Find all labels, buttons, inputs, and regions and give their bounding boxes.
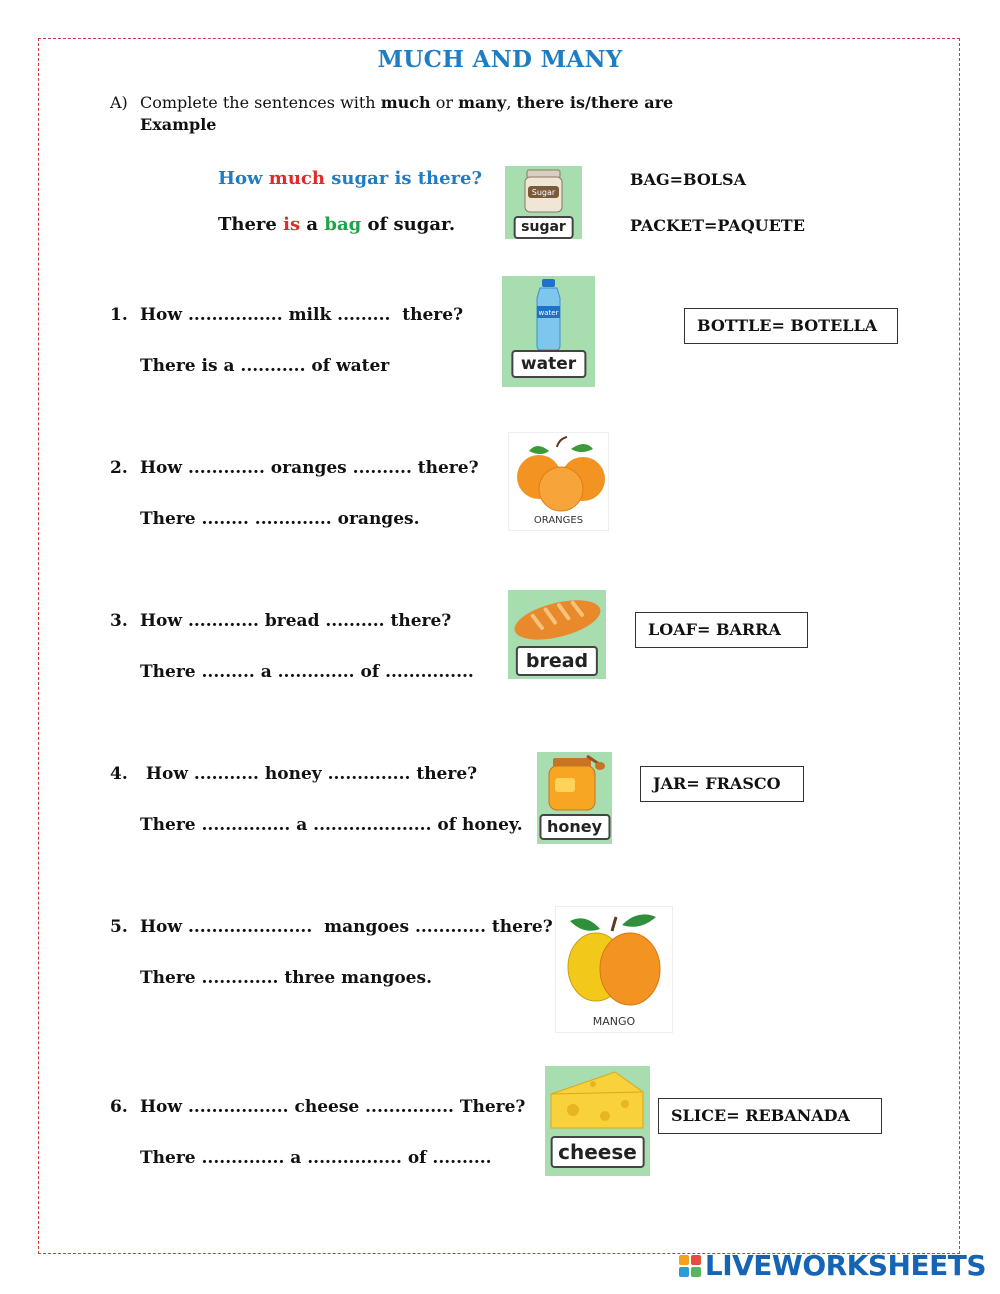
oranges-icon — [509, 433, 609, 513]
section-marker: A) — [110, 93, 128, 112]
logo-blocks-icon — [679, 1255, 701, 1277]
exercise-3-question: 3. How ............ bread .......... there? — [110, 611, 452, 631]
exercise-3-answer: There ......... a ............. of ............... — [140, 662, 474, 682]
oranges-image: ORANGES — [508, 432, 609, 531]
exercise-5-question: 5. How ..................... mangoes ............ there? — [110, 917, 553, 937]
logo-block — [691, 1255, 701, 1265]
cheese-wedge-icon — [545, 1066, 650, 1136]
logo-block — [679, 1255, 689, 1265]
exercise-1-answer: There is a ........... of water — [140, 356, 390, 376]
vocab-bag: BAG=BOLSA — [630, 170, 746, 189]
water-image: water water — [502, 276, 595, 387]
vocab-bottle: BOTTLE= BOTELLA — [684, 308, 898, 344]
vocab-slice: SLICE= REBANADA — [658, 1098, 882, 1134]
mango-image: MANGO — [555, 906, 673, 1033]
logo-block — [691, 1267, 701, 1277]
logo-text: LIVEWORKSHEETS — [704, 1249, 986, 1282]
honey-jar-icon — [537, 752, 612, 814]
bread-loaf-icon — [508, 590, 606, 646]
instructions: A) Complete the sentences with much or many, there is/there are Example — [110, 93, 674, 134]
example-label: Example — [140, 115, 217, 134]
exercise-6-question: 6. How ................. cheese ............... There? — [110, 1097, 526, 1117]
svg-text:water: water — [538, 309, 559, 317]
sugar-image: Sugar sugar — [505, 166, 582, 239]
exercise-5-answer: There ............. three mangoes. — [140, 968, 432, 988]
water-bottle-icon — [502, 276, 595, 351]
exercise-4-answer: There ............... a .................... of honey. — [140, 815, 523, 835]
exercise-1-question: 1. How ................ milk ......... there? — [110, 305, 464, 325]
vocab-jar: JAR= FRASCO — [640, 766, 804, 802]
vocab-packet: PACKET=PAQUETE — [630, 216, 805, 235]
page-title: MUCH AND MANY — [377, 46, 623, 73]
exercise-2-question: 2. How ............. oranges .......... there? — [110, 458, 479, 478]
exercise-4-question: 4. How ........... honey .............. there? — [110, 764, 478, 784]
page-border — [38, 38, 960, 1254]
exercise-6-answer: There .............. a ................ of .......... — [140, 1148, 492, 1168]
mango-icon — [556, 907, 673, 1012]
liveworksheets-logo — [679, 1249, 986, 1282]
example-question: How much sugar is there? — [218, 168, 483, 189]
cheese-image: cheese — [545, 1066, 650, 1176]
bread-image: bread — [508, 590, 606, 679]
vocab-loaf: LOAF= BARRA — [635, 612, 808, 648]
svg-text:Sugar: Sugar — [531, 188, 556, 197]
sugar-jar-icon — [505, 166, 582, 216]
honey-image: honey — [537, 752, 612, 844]
example-answer: There is a bag of sugar. — [218, 214, 456, 235]
exercise-2-answer: There ........ ............. oranges. — [140, 509, 420, 529]
logo-block — [679, 1267, 689, 1277]
